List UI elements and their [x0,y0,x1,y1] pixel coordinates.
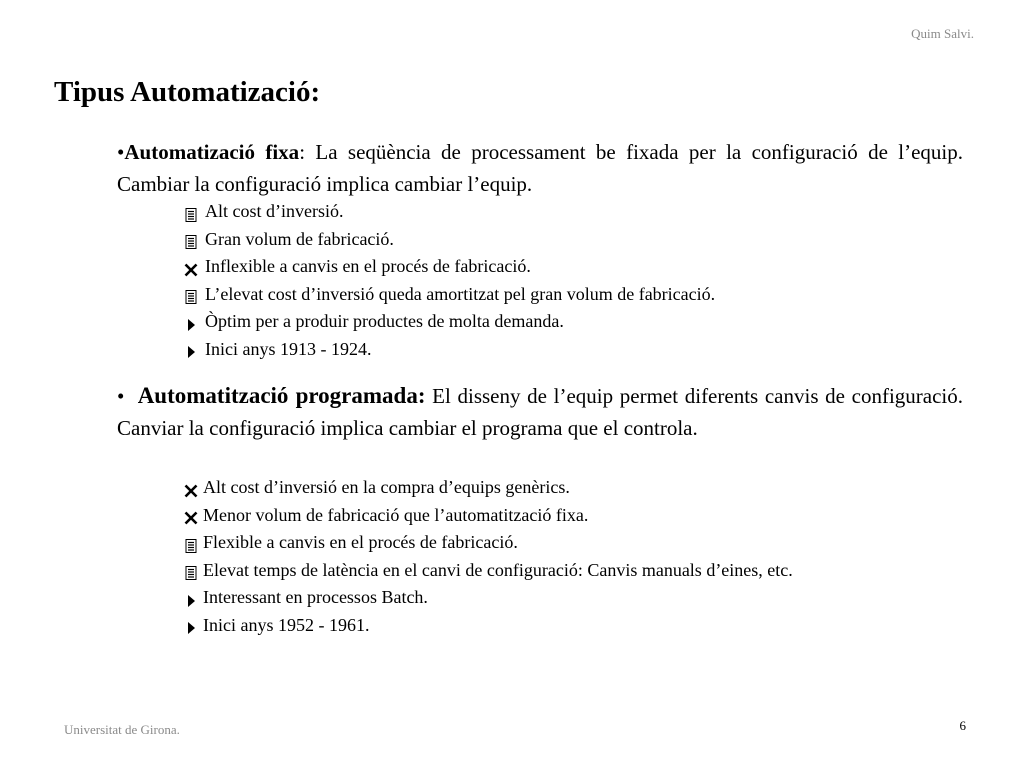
list-icon [183,204,199,220]
author-label: Quim Salvi. [911,26,974,41]
bullet: • [117,140,125,164]
section-heading: Automatizació fixa [124,140,300,164]
arrow-icon [183,617,199,633]
bullet: • [117,384,125,408]
page-number: 6 [959,718,966,733]
list-item [183,557,983,585]
list-item [183,584,983,612]
list-item [183,336,983,364]
section-heading: Automatització programada: [137,383,426,408]
arrow-icon [183,314,199,330]
section-automatitzacio-programada [117,380,963,444]
sub-list-fixa [183,198,983,363]
list-item [183,226,983,254]
list-item-text: Alt cost d’inversió en la compra d’equips genèrics. [203,477,570,497]
list-item-text: Inflexible a canvis en el procés de fabricació. [205,256,531,276]
list-item-text: Gran volum de fabricació. [205,228,394,249]
list-item [183,474,983,502]
list-item [183,308,983,336]
footer-institution: Universitat de Girona. [64,722,180,737]
list-item-text: L’elevat cost d’inversió queda amortitzat pel gran volum de fabricació. [205,283,716,304]
cross-icon [183,480,199,496]
list-item [183,281,983,309]
list-item [183,253,983,281]
list-item [183,198,983,226]
sub-list-programada [183,474,983,639]
list-item-text: Flexible a canvis en el procés de fabricació. [203,532,518,552]
list-item-text: Menor volum de fabricació que l’automatització fixa. [203,504,589,525]
section-automatizacio-fixa [117,136,963,200]
list-item [183,612,983,640]
list-icon [183,231,199,247]
list-item-text: Òptim per a produir productes de molta demanda. [205,311,564,331]
list-item-text: Inici anys 1952 - 1961. [203,614,370,635]
cross-icon [183,259,199,275]
slide-title: Tipus Automatizació: [54,76,321,108]
section-text: El disseny de l’equip permet diferents canvis de configuració. Canviar la configuració implica cambiar el programa que el controla. [117,384,964,440]
list-item [183,502,983,530]
list-icon [183,562,199,578]
heading-separator: : [299,140,306,164]
list-icon [183,535,199,551]
list-item [183,529,983,557]
list-icon [183,286,199,302]
list-item-text: Alt cost d’inversió. [205,201,344,221]
section-text: La seqüència de processament be fixada per la configuració de l’equip. Cambiar la configuració implica cambiar l’equip. [117,140,963,196]
list-item-text: Inici anys 1913 - 1924. [205,338,372,359]
cross-icon [183,507,199,523]
list-item-text: Interessant en processos Batch. [203,587,428,607]
arrow-icon [183,590,199,606]
list-item-text: Elevat temps de latència en el canvi de configuració: Canvis manuals d’eines, etc. [203,559,793,580]
arrow-icon [183,341,199,357]
